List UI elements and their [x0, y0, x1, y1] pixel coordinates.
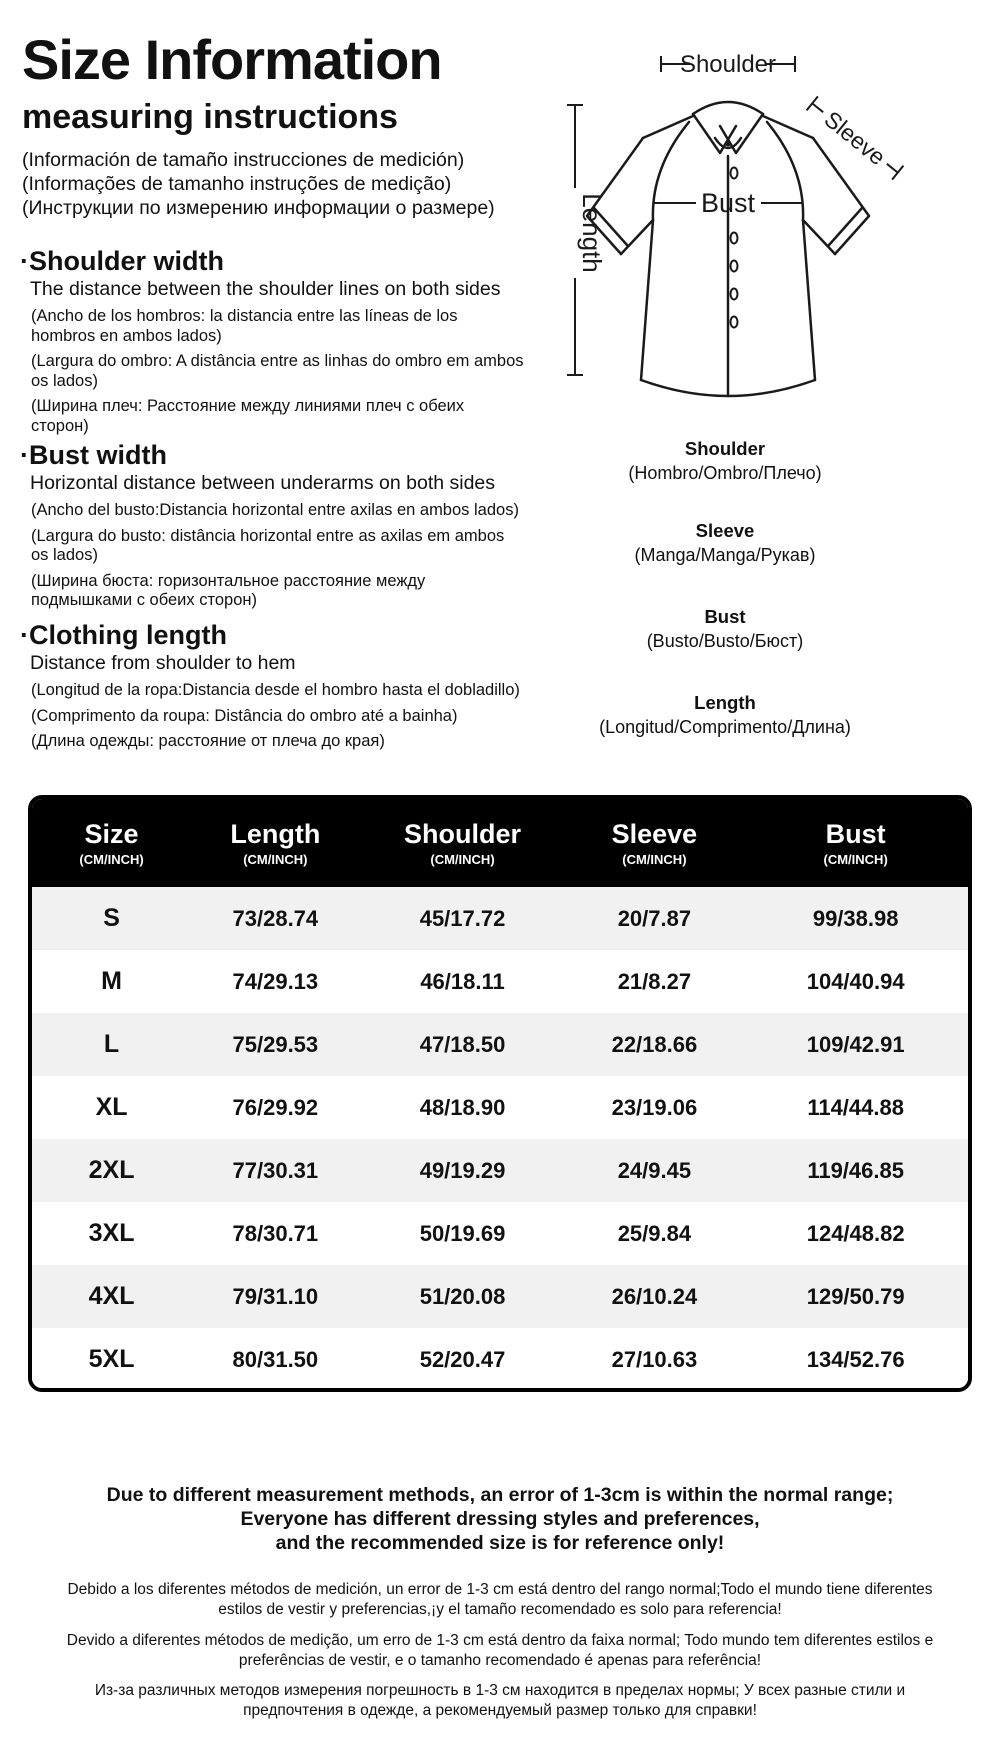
right-armhole-seam [767, 122, 803, 220]
bullet: · [20, 620, 29, 650]
section-translation-ru: (Ширина бюста: горизонтальное расстояние между подмышками с обеих сторон) [31, 571, 426, 609]
cell-sleeve: 27/10.63 [611, 1346, 698, 1372]
cell-size: 5XL [88, 1345, 135, 1373]
cell-size: M [101, 967, 122, 995]
section-translation-es: (Ancho del busto:Distancia horizontal entre axilas en ambos lados) [31, 501, 519, 519]
cell-length: 78/30.71 [232, 1220, 319, 1246]
section-shoulder-width [20, 246, 525, 436]
legend-translation: (Hombro/Ombro/Плечо) [628, 463, 822, 483]
col-label: Size [84, 819, 139, 849]
disclaimer-en-line1: Due to different measurement methods, an error of 1-3cm is within the normal range; [106, 1484, 894, 1506]
length-measure-bracket [567, 105, 607, 375]
table-row-xl [32, 1076, 968, 1139]
cell-size: XL [95, 1093, 128, 1121]
section-title [20, 620, 525, 650]
col-unit: (CM/INCH) [243, 852, 308, 867]
section-translation-pt: (Largura do ombro: A distância entre as linhas do ombro em ambos os lados) [31, 352, 524, 390]
section-clothing-length [20, 620, 525, 752]
cell-shoulder: 49/19.29 [419, 1157, 506, 1183]
page-title: Size Information [22, 28, 442, 91]
col-unit: (CM/INCH) [430, 852, 495, 867]
section-translation-pt: (Largura do busto: distância horizontal entre as axilas em ambos os lados) [31, 526, 505, 564]
length-measure-label: Length [577, 193, 607, 273]
cell-size: 2XL [88, 1156, 135, 1184]
cell-size: 4XL [88, 1282, 135, 1310]
col-unit: (CM/INCH) [823, 852, 888, 867]
section-description: Distance from shoulder to hem [30, 652, 296, 674]
legend-item-sleeve [460, 520, 990, 566]
disclaimer-es: Debido a los diferentes métodos de medición, un error de 1-3 cm está dentro del rango normal;Todo el mundo tiene diferentes estilos de vestir y preferencias,¡y el tamaño recomendado es solo para referencia! [67, 1581, 933, 1618]
body-right-edge [803, 220, 815, 380]
disclaimer-en-line2: Everyone has different dressing styles and preferences, [240, 1508, 760, 1530]
cell-length: 74/29.13 [232, 968, 319, 994]
cell-size: L [103, 1030, 120, 1058]
disclaimer-en-line3: and the recommended size is for reference only! [275, 1532, 725, 1554]
col-unit: (CM/INCH) [622, 852, 687, 867]
legend-term: Shoulder [684, 438, 766, 459]
cell-bust: 104/40.94 [806, 968, 905, 994]
legend-term: Bust [704, 606, 746, 627]
cell-size: 3XL [88, 1219, 135, 1247]
bullet: · [20, 440, 29, 470]
section-title-text: Bust width [29, 440, 167, 470]
page-subtitle: measuring instructions [22, 98, 398, 136]
table-row-s [32, 887, 968, 950]
sleeve-measure-label: Sleeve [819, 105, 891, 171]
legend-translation: (Busto/Busto/Бюст) [646, 631, 804, 651]
cell-sleeve: 25/9.84 [617, 1220, 692, 1246]
legend-term: Length [694, 692, 756, 713]
col-header-sleeve [565, 799, 743, 887]
cell-shoulder: 50/19.69 [419, 1220, 506, 1246]
col-header-size [32, 799, 191, 887]
cell-shoulder: 52/20.47 [419, 1346, 506, 1372]
section-translation-ru: (Ширина плеч: Расстояние между линиями плеч с обеих сторон) [31, 397, 465, 435]
col-label: Sleeve [611, 819, 698, 849]
disclaimer-pt: Devido a diferentes métodos de medição, um erro de 1-3 cm está dentro da faixa normal; Todo mundo tem diferentes estilos e preferências de vestir, e o tamanho recomendado é apenas para referência! [66, 1632, 934, 1669]
section-translation-es: (Ancho de los hombros: la distancia entre las líneas de los hombros en ambos lados) [31, 307, 458, 345]
table-row-2xl [32, 1139, 968, 1202]
shirt-diagram [545, 38, 945, 408]
col-label: Length [230, 819, 321, 849]
section-title [20, 440, 525, 470]
shoulder-measure-label: Shoulder [679, 51, 777, 78]
disclaimer-en [0, 1483, 1000, 1555]
subtitle-translation-ru: (Инструкции по измерению информации о размере) [22, 197, 495, 219]
legend-translation: (Longitud/Comprimento/Длина) [599, 717, 851, 737]
section-description: The distance between the shoulder lines on both sides [30, 278, 501, 300]
subtitle-translation-pt: (Informações de tamanho instruções de medição) [22, 173, 452, 195]
bust-measure-line [654, 188, 803, 218]
legend-term: Sleeve [695, 520, 755, 541]
cell-sleeve: 22/18.66 [611, 1031, 698, 1057]
cell-bust: 99/38.98 [812, 905, 899, 931]
cell-length: 79/31.10 [232, 1283, 319, 1309]
cell-length: 77/30.31 [232, 1157, 319, 1183]
size-table-header [32, 799, 968, 887]
section-translation-ru: (Длина одежды: расстояние от плеча до края) [31, 732, 385, 750]
section-bust-width [20, 440, 525, 611]
cell-sleeve: 24/9.45 [617, 1157, 692, 1183]
left-armhole-seam [653, 122, 689, 220]
cell-bust: 119/46.85 [807, 1157, 904, 1183]
section-title [20, 246, 525, 276]
cell-length: 80/31.50 [232, 1346, 319, 1372]
section-translation-pt: (Comprimento da roupa: Distância do ombro até a bainha) [31, 706, 458, 725]
cell-shoulder: 46/18.11 [420, 968, 505, 994]
disclaimer-ru: Из-за различных методов измерения погрешность в 1-3 см находится в пределах нормы; У всех разные стили и предпочтения в одежде, а рекомендуемый размер только для справки! [94, 1682, 906, 1719]
legend-translation: (Manga/Manga/Рукав) [634, 545, 816, 565]
table-row-l [32, 1013, 968, 1076]
bust-measure-label: Bust [700, 188, 756, 218]
collar-button [726, 142, 731, 147]
cell-bust: 114/44.88 [807, 1094, 904, 1120]
legend-item-shoulder [460, 438, 990, 484]
subtitle-translations [22, 148, 495, 220]
cell-size: S [103, 904, 120, 932]
cell-shoulder: 48/18.90 [419, 1094, 506, 1120]
col-label: Shoulder [404, 819, 522, 849]
right-sleeve-cuff [829, 208, 862, 245]
col-label: Bust [825, 819, 886, 849]
cell-length: 75/29.53 [232, 1031, 319, 1057]
bullet: · [20, 246, 29, 276]
legend-item-length [460, 692, 990, 738]
table-row-5xl [32, 1328, 968, 1391]
legend-item-bust [460, 606, 990, 652]
cell-bust: 124/48.82 [806, 1220, 905, 1246]
col-header-bust [743, 799, 968, 887]
shirt-outline [587, 102, 869, 396]
subtitle-translation-es: (Información de tamaño instrucciones de medición) [22, 149, 465, 171]
cell-shoulder: 45/17.72 [419, 905, 506, 931]
cell-sleeve: 26/10.24 [611, 1283, 698, 1309]
body-left-edge [641, 220, 653, 380]
section-translation-es: (Longitud de la ropa:Distancia desde el hombro hasta el dobladillo) [31, 681, 520, 699]
col-header-shoulder [360, 799, 566, 887]
left-sleeve-underside [621, 220, 653, 254]
cell-bust: 109/42.91 [806, 1031, 905, 1057]
cell-sleeve: 20/7.87 [617, 905, 692, 931]
table-row-3xl [32, 1202, 968, 1265]
section-title-text: Shoulder width [29, 246, 224, 276]
shoulder-measure-bracket [661, 51, 795, 78]
cell-sleeve: 23/19.06 [611, 1094, 698, 1120]
cell-bust: 134/52.76 [806, 1346, 905, 1372]
cell-shoulder: 47/18.50 [419, 1031, 506, 1057]
cell-length: 76/29.92 [232, 1094, 319, 1120]
section-description: Horizontal distance between underarms on both sides [30, 472, 496, 494]
right-sleeve-underside [803, 220, 835, 254]
cell-bust: 129/50.79 [806, 1283, 905, 1309]
section-title-text: Clothing length [29, 620, 227, 650]
sleeve-measure-bracket [804, 93, 906, 182]
table-row-m [32, 950, 968, 1013]
cell-sleeve: 21/8.27 [617, 968, 692, 994]
collar-top [693, 102, 763, 114]
size-table [28, 795, 972, 1392]
col-unit: (CM/INCH) [79, 852, 144, 867]
table-row-4xl [32, 1265, 968, 1328]
cell-shoulder: 51/20.08 [419, 1283, 506, 1309]
cell-length: 73/28.74 [232, 905, 319, 931]
col-header-length [191, 799, 359, 887]
